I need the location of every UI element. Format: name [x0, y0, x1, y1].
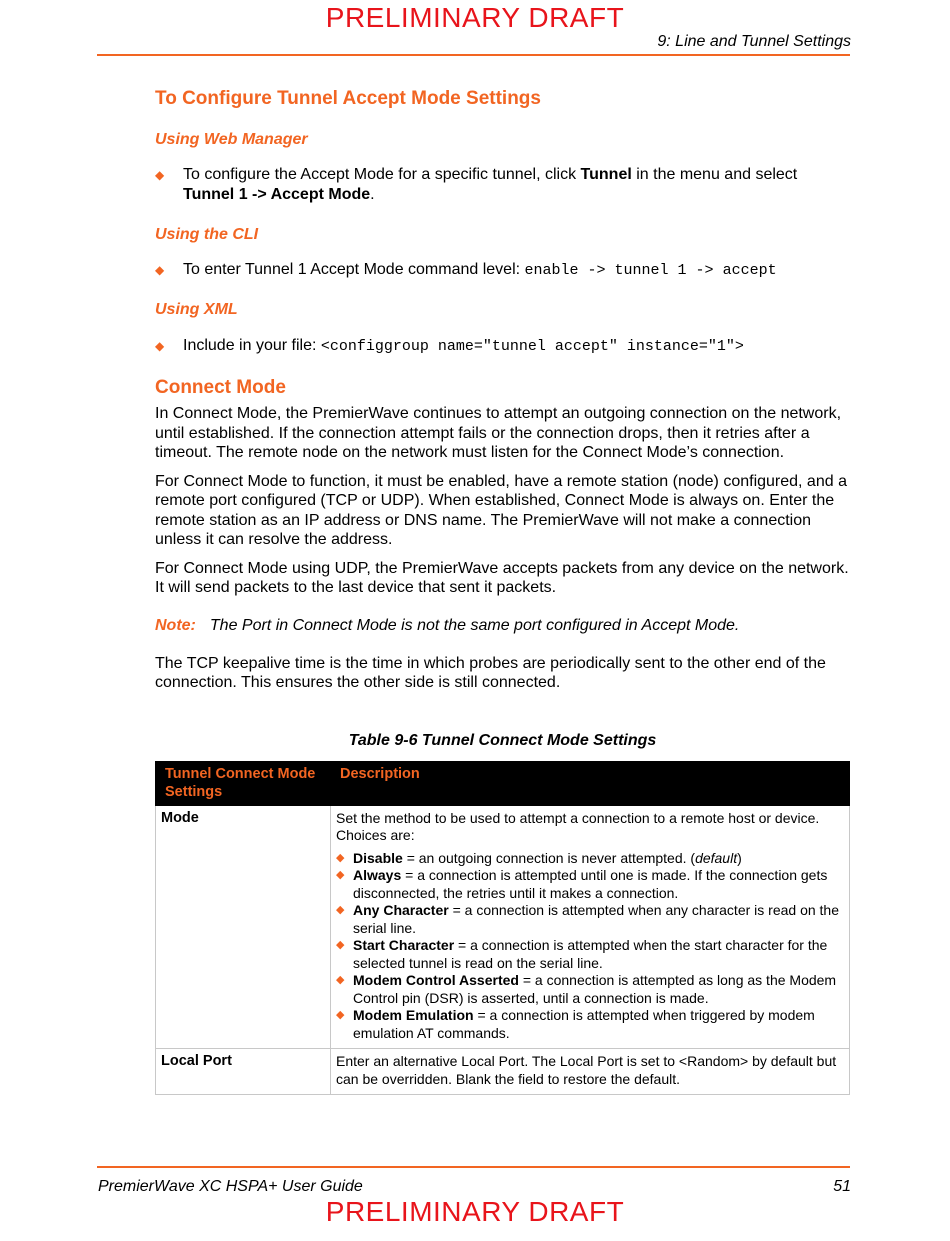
- cli-heading: Using the CLI: [155, 226, 259, 243]
- table-row: [156, 805, 850, 1049]
- table-caption: Table 9-6 Tunnel Connect Mode Settings: [348, 731, 657, 749]
- diamond-bullet-icon: ◆: [336, 939, 345, 951]
- connect-para-4: The TCP keepalive time is the time in which probes are periodically sent to the other end of the connection. This ensures the other side is still connected.: [155, 654, 826, 691]
- footer-guide-title: PremierWave XC HSPA+ User Guide: [98, 1178, 363, 1195]
- list-item: [336, 850, 844, 868]
- list-item: [336, 867, 844, 902]
- choice-term: Always: [353, 867, 402, 883]
- diamond-bullet-icon: ◆: [336, 851, 345, 864]
- setting-name: Mode: [156, 805, 331, 1049]
- choice-term: Modem Control Asserted: [353, 972, 519, 988]
- setting-name: Local Port: [156, 1049, 331, 1095]
- draft-watermark-top: PRELIMINARY DRAFT: [325, 2, 625, 33]
- accept-section-title: To Configure Tunnel Accept Mode Settings: [155, 88, 541, 109]
- web-text: To configure the Accept Mode for a specific tunnel, click: [183, 166, 581, 183]
- setting-description: Enter an alternative Local Port. The Local Port is set to <Random> by default but can be overridden. Blank the field to restore the default.: [331, 1049, 850, 1095]
- page-number: 51: [833, 1178, 851, 1195]
- web-text: in the menu and select: [631, 166, 798, 183]
- list-item: [336, 937, 844, 972]
- page-content: [155, 88, 850, 1095]
- header-rule: [97, 54, 850, 56]
- diamond-bullet-icon: ◆: [155, 263, 165, 277]
- mode-intro: Set the method to be used to attempt a connection to a remote host or device. Choices are:: [336, 809, 820, 843]
- cli-text: To enter Tunnel 1 Accept Mode command level:: [183, 261, 521, 278]
- col-header-setting: Tunnel Connect Mode Settings: [156, 761, 331, 805]
- diamond-bullet-icon: ◆: [155, 338, 165, 353]
- connect-para-3: For Connect Mode using UDP, the PremierWave accepts packets from any device on the network. It will send packets to the last device that sent it packets.: [155, 559, 849, 596]
- diamond-bullet-icon: ◆: [155, 168, 165, 182]
- web-manager-bullet: [155, 165, 850, 204]
- xml-bullet: [155, 336, 850, 357]
- table-header-row: [156, 761, 850, 805]
- note: [155, 617, 850, 635]
- connect-para-1: In Connect Mode, the PremierWave continues to attempt an outgoing connection on the network, until established. If the connection attempt fails or the connection drops, then it retries after a timeout. The remote node on the network must listen for the Connect Mode’s connection.: [155, 405, 842, 461]
- menu-path-ref: Tunnel 1 -> Accept Mode: [183, 185, 371, 203]
- choice-text: = a connection is attempted until one is made. If the connection gets disconnected, the retries until it makes a connection.: [353, 867, 828, 901]
- chapter-header: 9: Line and Tunnel Settings: [657, 33, 851, 50]
- mode-choices-list: [336, 850, 844, 1043]
- draft-watermark-bottom: PRELIMINARY DRAFT: [325, 1196, 625, 1227]
- diamond-bullet-icon: ◆: [336, 904, 345, 916]
- connect-settings-table: [155, 761, 850, 1096]
- xml-code: <configgroup name="tunnel accept" instance="1">: [320, 337, 744, 355]
- diamond-bullet-icon: ◆: [336, 1009, 345, 1021]
- xml-heading: Using XML: [155, 300, 238, 318]
- list-item: [336, 902, 844, 937]
- choice-text: = an outgoing connection is never attempted. (: [402, 849, 696, 866]
- choice-text: = a connection is attempted as long as the Modem Control pin (DSR) is asserted, until a connection is made.: [353, 972, 837, 1006]
- setting-description: [331, 805, 850, 1049]
- choice-text: = a connection is attempted when the start character for the selected tunnel is read on the serial line.: [353, 937, 828, 971]
- web-text: .: [370, 185, 375, 203]
- xml-text: Include in your file:: [183, 336, 317, 354]
- diamond-bullet-icon: ◆: [336, 869, 345, 881]
- choice-term: Disable: [353, 849, 403, 866]
- choice-text: = a connection is attempted when any character is read on the serial line.: [353, 902, 839, 936]
- connect-mode-title: Connect Mode: [155, 377, 286, 398]
- col-header-description: Description: [331, 761, 850, 805]
- list-item: [336, 1007, 844, 1042]
- diamond-bullet-icon: ◆: [336, 974, 345, 986]
- choice-default: default: [695, 849, 738, 866]
- choice-text: = a connection is attempted when triggered by modem emulation AT commands.: [353, 1007, 815, 1041]
- choice-term: Start Character: [353, 937, 455, 953]
- cli-bullet: [155, 260, 850, 281]
- footer-rule: [97, 1166, 850, 1168]
- cli-command: enable -> tunnel 1 -> accept: [524, 262, 777, 279]
- list-item: [336, 972, 844, 1007]
- choice-text: ): [737, 849, 742, 866]
- menu-tunnel-ref: Tunnel: [580, 166, 632, 183]
- connect-para-2: For Connect Mode to function, it must be enabled, have a remote station (node) configured, and a remote port configured (TCP or UDP). When established, Connect Mode is always on. Enter the remote station as an IP address or DNS name. The PremierWave will not make a connection unless it can resolve the address.: [155, 472, 847, 548]
- web-manager-heading: Using Web Manager: [155, 131, 308, 148]
- note-text: The Port in Connect Mode is not the same port configured in Accept Mode.: [209, 616, 740, 634]
- table-row: [156, 1049, 850, 1095]
- choice-term: Any Character: [353, 902, 449, 918]
- note-label: Note:: [155, 616, 196, 634]
- choice-term: Modem Emulation: [353, 1007, 474, 1023]
